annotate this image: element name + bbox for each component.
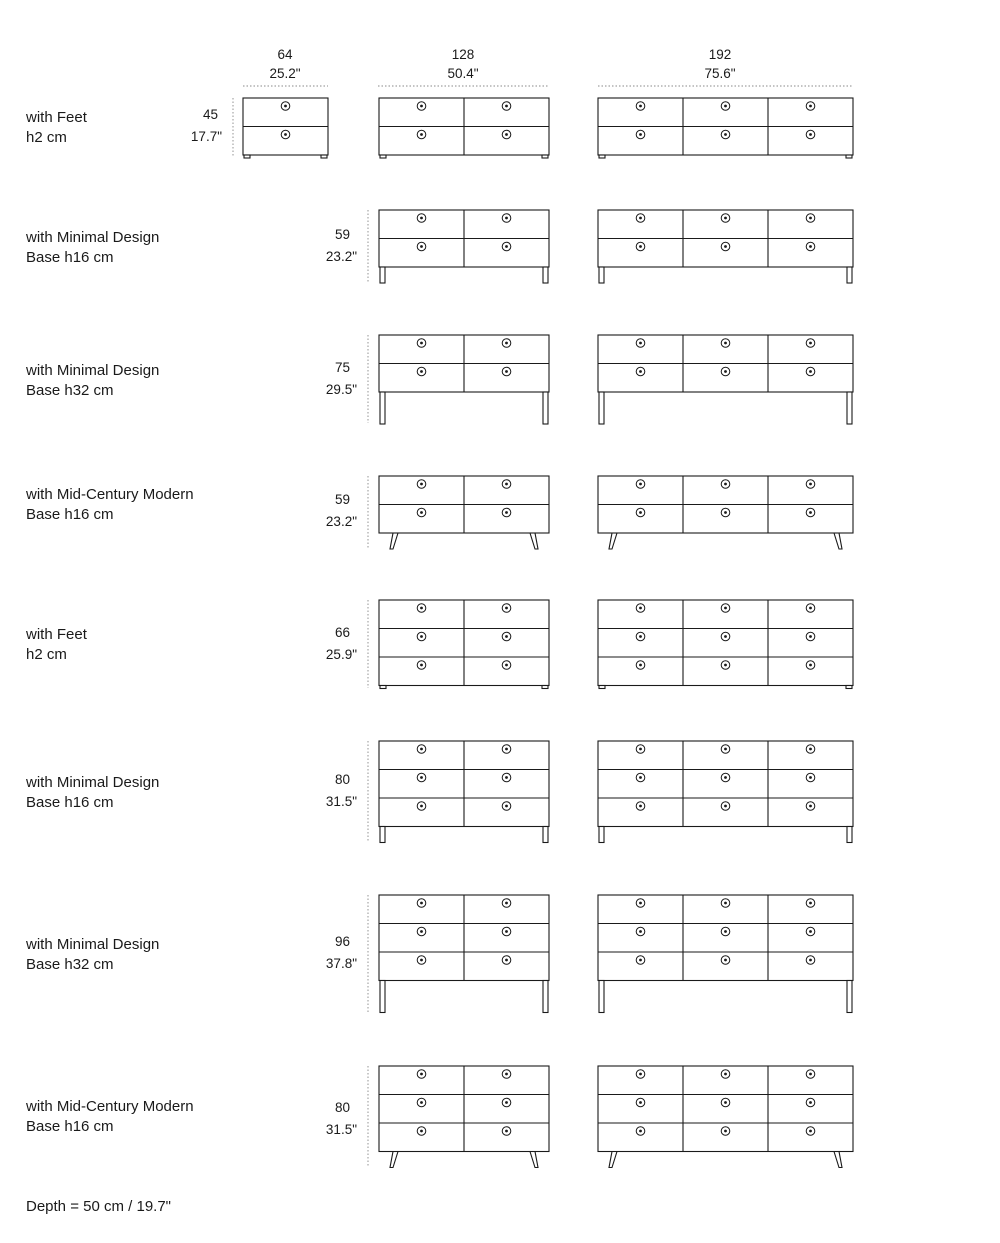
- leg: [543, 392, 548, 424]
- row-feet-66: [25, 600, 368, 688]
- cabinet-3-module: [598, 741, 853, 843]
- row-label-type: with Minimal Design: [26, 362, 160, 379]
- cabinet-2-module: [379, 1066, 549, 1168]
- knob-center: [724, 511, 727, 514]
- row-label-type: with Mid-Century Modern: [26, 486, 194, 503]
- knob-center: [724, 635, 727, 638]
- row-minimal-32-75: [25, 335, 368, 423]
- knob-center: [505, 776, 508, 779]
- tapered-leg: [530, 1152, 538, 1168]
- leg: [543, 981, 548, 1013]
- knob-center: [420, 930, 423, 933]
- height-cm: 80: [334, 772, 350, 787]
- knob-center: [724, 1101, 727, 1104]
- height-in: 29.5": [325, 382, 357, 397]
- knob-center: [809, 664, 812, 667]
- leg: [380, 981, 385, 1013]
- foot: [599, 155, 605, 158]
- knob-center: [724, 902, 727, 905]
- leg: [599, 981, 604, 1013]
- knob-center: [724, 607, 727, 610]
- row-minimal-16-59: [25, 210, 368, 282]
- knob-center: [639, 635, 642, 638]
- foot: [244, 155, 250, 158]
- knob-center: [505, 1101, 508, 1104]
- row-midcentury-59: [25, 476, 368, 548]
- knob-center: [639, 902, 642, 905]
- knob-center: [809, 1101, 812, 1104]
- knob-center: [505, 805, 508, 808]
- knob-center: [420, 370, 423, 373]
- depth-note: Depth = 50 cm / 19.7": [26, 1198, 171, 1215]
- knob-center: [639, 930, 642, 933]
- row-label-base: Base h16 cm: [26, 506, 114, 523]
- row-label-type: with Feet: [26, 109, 87, 126]
- knob-center: [420, 902, 423, 905]
- knob-center: [284, 133, 287, 136]
- height-in: 23.2": [325, 249, 357, 264]
- knob-center: [639, 664, 642, 667]
- knob-center: [420, 483, 423, 486]
- height-in: 23.2": [325, 514, 357, 529]
- knob-center: [724, 776, 727, 779]
- knob-center: [809, 607, 812, 610]
- leg: [380, 267, 385, 283]
- knob-center: [420, 959, 423, 962]
- width-header-64: [243, 47, 328, 86]
- cabinet-3-module: [598, 600, 853, 689]
- cabinet-2-module: [379, 335, 549, 424]
- knob-center: [639, 776, 642, 779]
- knob-center: [809, 930, 812, 933]
- knob-center: [420, 1073, 423, 1076]
- width-in-128: 50.4": [447, 66, 479, 81]
- width-in-64: 25.2": [269, 66, 301, 81]
- knob-center: [639, 483, 642, 486]
- cabinet-3-module: [598, 1066, 853, 1168]
- knob-center: [420, 776, 423, 779]
- knob-center: [639, 607, 642, 610]
- knob-center: [724, 959, 727, 962]
- leg: [599, 267, 604, 283]
- foot: [321, 155, 327, 158]
- tapered-leg: [530, 533, 538, 549]
- row-label-type: with Minimal Design: [26, 936, 160, 953]
- height-cm: 80: [334, 1100, 350, 1115]
- leg: [847, 392, 852, 424]
- leg: [847, 981, 852, 1013]
- cabinet-body: [598, 895, 853, 981]
- cabinet-body: [598, 600, 853, 686]
- knob-center: [639, 217, 642, 220]
- row-minimal-16-80: [25, 741, 368, 842]
- height-cm: 75: [334, 360, 350, 375]
- knob-center: [639, 1101, 642, 1104]
- cabinet-3-module: [598, 210, 853, 283]
- knob-center: [809, 483, 812, 486]
- cabinet-2-module: [379, 600, 549, 689]
- knob-center: [809, 776, 812, 779]
- foot: [542, 686, 548, 689]
- knob-center: [420, 133, 423, 136]
- knob-center: [420, 664, 423, 667]
- cabinet-3-module: [598, 895, 853, 1013]
- knob-center: [809, 133, 812, 136]
- knob-center: [724, 1073, 727, 1076]
- knob-center: [639, 1073, 642, 1076]
- row-label-type: with Feet: [26, 626, 87, 643]
- knob-center: [420, 748, 423, 751]
- knob-center: [724, 664, 727, 667]
- cabinet-3-module: [598, 335, 853, 424]
- knob-center: [639, 133, 642, 136]
- leg: [599, 827, 604, 843]
- knob-center: [639, 1130, 642, 1133]
- knob-center: [420, 635, 423, 638]
- foot: [846, 155, 852, 158]
- width-header-128: [378, 47, 548, 86]
- knob-center: [809, 342, 812, 345]
- knob-center: [505, 1130, 508, 1133]
- knob-center: [284, 105, 287, 108]
- knob-center: [809, 1073, 812, 1076]
- leg: [847, 267, 852, 283]
- knob-center: [809, 959, 812, 962]
- foot: [380, 155, 386, 158]
- knob-center: [724, 805, 727, 808]
- knob-center: [809, 370, 812, 373]
- cabinet-1-module: [243, 98, 328, 158]
- knob-center: [724, 748, 727, 751]
- leg: [380, 827, 385, 843]
- knob-center: [809, 511, 812, 514]
- knob-center: [420, 1101, 423, 1104]
- leg: [847, 827, 852, 843]
- knob-center: [505, 664, 508, 667]
- row-label-type: with Minimal Design: [26, 774, 160, 791]
- knob-center: [639, 105, 642, 108]
- row-label-base: Base h16 cm: [26, 794, 114, 811]
- knob-center: [724, 133, 727, 136]
- width-header-192: [598, 47, 852, 86]
- knob-center: [639, 748, 642, 751]
- knob-center: [505, 105, 508, 108]
- knob-center: [420, 1130, 423, 1133]
- cabinet-2-module: [379, 895, 549, 1013]
- row-label-base: Base h16 cm: [26, 249, 114, 266]
- knob-center: [505, 342, 508, 345]
- knob-center: [505, 511, 508, 514]
- width-cm-192: 192: [708, 47, 732, 62]
- tapered-leg: [834, 1152, 842, 1168]
- knob-center: [420, 342, 423, 345]
- cabinet-2-module: [379, 476, 549, 549]
- knob-center: [505, 930, 508, 933]
- knob-center: [420, 245, 423, 248]
- knob-center: [420, 105, 423, 108]
- height-in: 37.8": [325, 956, 357, 971]
- knob-center: [724, 342, 727, 345]
- foot: [542, 155, 548, 158]
- row-feet-45: [25, 98, 233, 156]
- height-in: 31.5": [325, 794, 357, 809]
- cabinet-body: [598, 1066, 853, 1152]
- height-in: 25.9": [325, 647, 357, 662]
- height-cm: 45: [202, 107, 218, 122]
- knob-center: [809, 635, 812, 638]
- knob-center: [505, 748, 508, 751]
- knob-center: [505, 133, 508, 136]
- row-label-type: with Minimal Design: [26, 229, 160, 246]
- height-cm: 66: [334, 625, 350, 640]
- knob-center: [420, 607, 423, 610]
- height-cm: 96: [334, 934, 350, 949]
- knob-center: [505, 1073, 508, 1076]
- knob-center: [809, 1130, 812, 1133]
- knob-center: [639, 805, 642, 808]
- knob-center: [724, 105, 727, 108]
- width-cm-64: 64: [277, 47, 293, 62]
- height-in: 31.5": [325, 1122, 357, 1137]
- row-minimal-32-96: [25, 895, 368, 1013]
- knob-center: [724, 930, 727, 933]
- width-in-192: 75.6": [704, 66, 736, 81]
- row-label-base: h2 cm: [26, 129, 67, 146]
- knob-center: [505, 245, 508, 248]
- knob-center: [639, 245, 642, 248]
- knob-center: [809, 105, 812, 108]
- knob-center: [420, 805, 423, 808]
- tapered-leg: [390, 533, 398, 549]
- tapered-leg: [609, 533, 617, 549]
- cabinet-2-module: [379, 741, 549, 843]
- knob-center: [505, 959, 508, 962]
- knob-center: [724, 1130, 727, 1133]
- knob-center: [505, 483, 508, 486]
- foot: [846, 686, 852, 689]
- knob-center: [420, 511, 423, 514]
- leg: [543, 827, 548, 843]
- tapered-leg: [609, 1152, 617, 1168]
- tapered-leg: [834, 533, 842, 549]
- knob-center: [639, 511, 642, 514]
- knob-center: [724, 245, 727, 248]
- cabinet-body: [598, 741, 853, 827]
- knob-center: [724, 370, 727, 373]
- height-cm: 59: [334, 227, 350, 242]
- leg: [380, 392, 385, 424]
- height-in: 17.7": [190, 129, 222, 144]
- knob-center: [505, 370, 508, 373]
- cabinet-2-module: [379, 98, 549, 158]
- foot: [380, 686, 386, 689]
- tapered-leg: [390, 1152, 398, 1168]
- cabinet-3-module: [598, 476, 853, 549]
- knob-center: [724, 483, 727, 486]
- knob-center: [809, 805, 812, 808]
- row-label-base: Base h32 cm: [26, 956, 114, 973]
- knob-center: [505, 635, 508, 638]
- knob-center: [505, 607, 508, 610]
- knob-center: [809, 748, 812, 751]
- knob-center: [639, 370, 642, 373]
- knob-center: [639, 342, 642, 345]
- knob-center: [809, 245, 812, 248]
- row-label-base: Base h32 cm: [26, 382, 114, 399]
- row-label-type: with Mid-Century Modern: [26, 1098, 194, 1115]
- leg: [599, 392, 604, 424]
- knob-center: [639, 959, 642, 962]
- knob-center: [724, 217, 727, 220]
- foot: [599, 686, 605, 689]
- knob-center: [505, 217, 508, 220]
- knob-center: [809, 902, 812, 905]
- knob-center: [809, 217, 812, 220]
- row-midcentury-80: [25, 1066, 368, 1166]
- row-label-base: h2 cm: [26, 646, 67, 663]
- row-label-base: Base h16 cm: [26, 1118, 114, 1135]
- width-cm-128: 128: [451, 47, 475, 62]
- height-cm: 59: [334, 492, 350, 507]
- leg: [543, 267, 548, 283]
- cabinet-3-module: [598, 98, 853, 158]
- knob-center: [505, 902, 508, 905]
- cabinet-2-module: [379, 210, 549, 283]
- knob-center: [420, 217, 423, 220]
